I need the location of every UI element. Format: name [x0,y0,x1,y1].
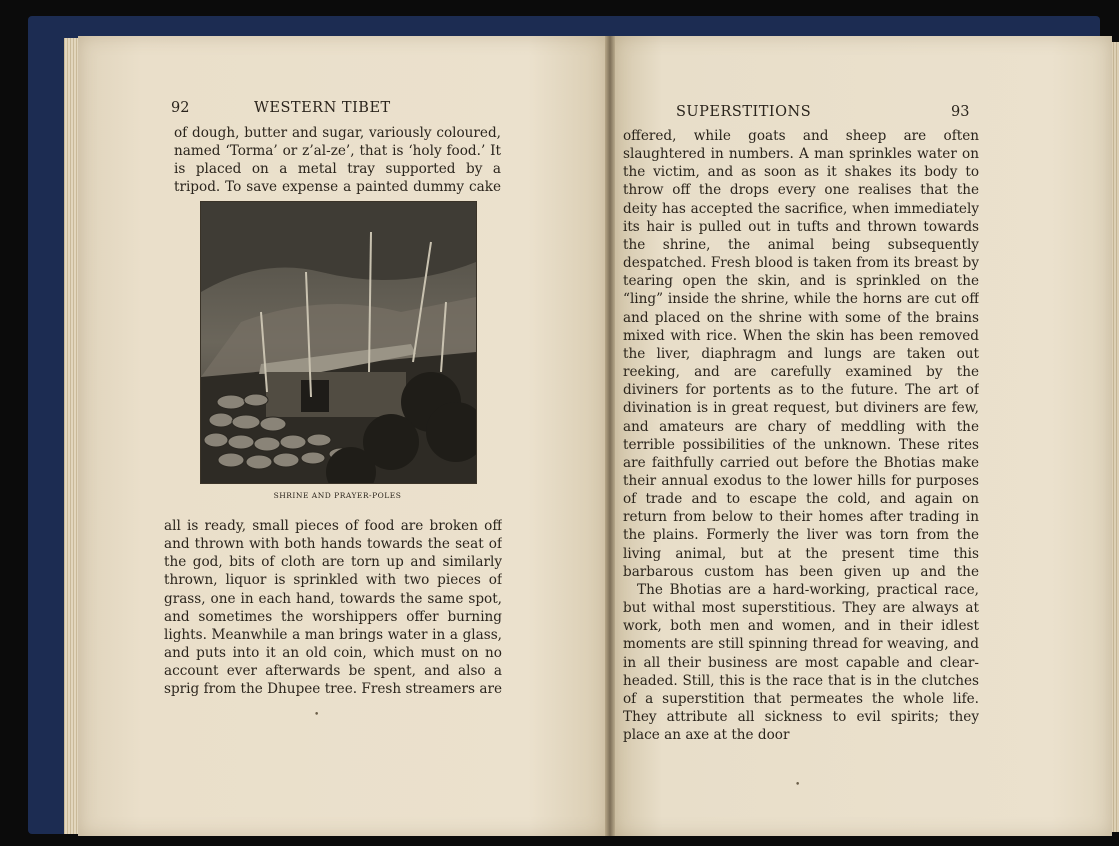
right-paragraph-2-text: The Bhotias are a hard-working, practical race, but withal most superstitious. They are always at work, both men and women, and in their idlest moments are still spinning thread for weaving, and in all their business are most capable and clear-headed. Still, this is the race that is in the clutches of a superstition that permeates the whole life. They attribute all sickness to evil spirits; they place an axe at the door [623,582,979,744]
left-paragraph-bottom-text: all is ready, small pieces of food are broken off and thrown with both hands towards the seat of the god, bits of cloth are torn up and similarly thrown, liquor is sprinkled with two pieces of grass, one in each hand, towards the same spot, and sometimes the worshippers offer burning lights. Meanwhile a man brings water in a glass, and puts into it an old coin, which must on no account ever afterwards be spent, and also a sprig from the Dhupee tree. Fresh streamers are [164,518,502,698]
shrine-photo-illustration [201,202,476,483]
left-paragraph-top-text: of dough, butter and sugar, variously coloured, named ‘Torma’ or z’al-ze’, that is ‘holy food.’ It is placed on a metal tray supported by a tripod. To save expense a painted dummy cake [174,125,501,196]
left-paragraph-top [174,124,501,196]
left-page-number: 92 [171,100,190,116]
figure-caption: SHRINE AND PRAYER-POLES [273,491,402,500]
book-gutter [605,36,615,836]
left-running-head: WESTERN TIBET [254,100,391,116]
right-paragraph-1-text: offered, while goats and sheep are often slaughtered in numbers. A man sprinkles water on the victim, and as soon as it shakes its body to throw off the drops every one realises that the deity has accepted the sacrifice, when immediately its hair is pulled out in tufts and thrown towards the shrine, the animal being subsequently despatched. Fresh blood is taken from its breast by tearing open the skin, and is sprinkled on the “ling” inside the shrine, while the horns are cut off and placed on the shrine with some of the brains mixed with rice. When the skin has been removed the liver, diaphragm and lungs are taken out reeking, and are carefully examined by the diviners for portents as to the future. The art of divination is in great request, but diviners are few, and amateurs are chary of meddling with the terrible possibilities of the unknown. These rites are faithfully carried out before the Bhotias make their annual exodus to the lower hills for purposes of trade and to escape the cold, and again on return from below to their homes after trading in the plains. Formerly the liver was torn from the living animal, but at the present time this barbarous custom has been given up and the [623,128,979,580]
right-page-number: 93 [951,104,970,120]
right-paragraph-2 [623,581,979,763]
page-mark-right: • [795,780,801,790]
shrine-photograph [200,201,477,484]
left-paragraph-bottom [164,517,502,699]
right-paragraph-1 [623,127,979,581]
right-running-head: SUPERSTITIONS [676,104,812,120]
page-mark-left: • [314,710,320,720]
